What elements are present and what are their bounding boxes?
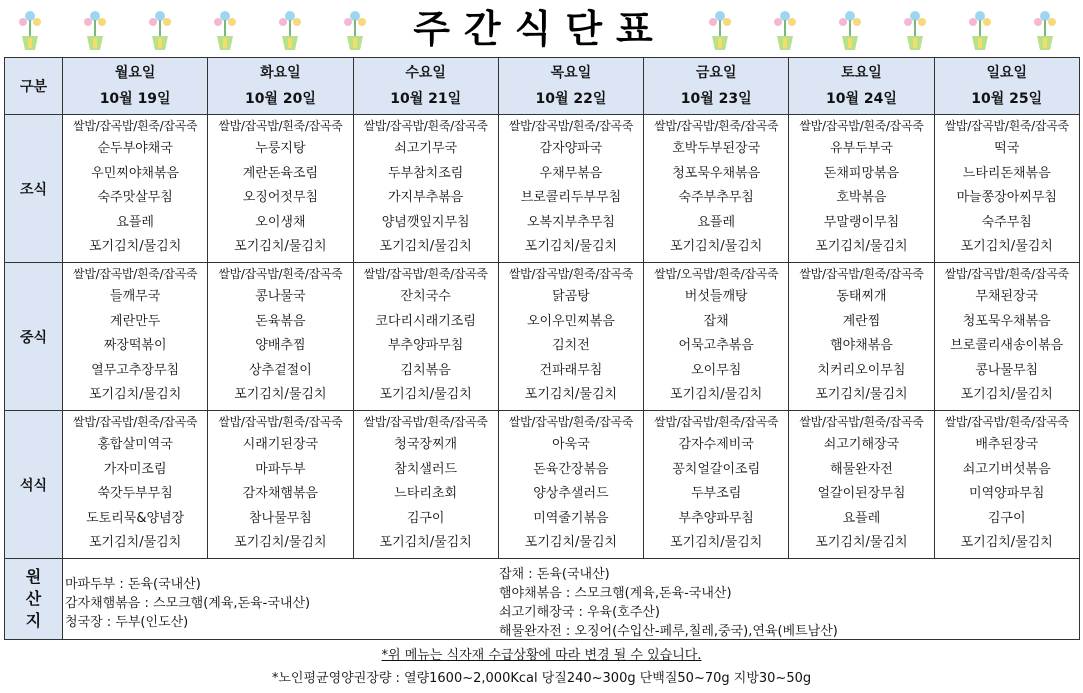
menu-item: 숙주무침	[981, 214, 1032, 230]
menu-item: 오이우민찌볶음	[526, 313, 615, 329]
menu-item: 미역줄기볶음	[533, 510, 609, 526]
menu-cell	[934, 115, 1079, 263]
menu-item: 참치샐러드	[394, 461, 458, 477]
menu-item: 쌀밥/잡곡밥/흰죽/잡곡죽	[218, 119, 343, 133]
menu-item: 쇠고기버섯볶음	[962, 461, 1051, 477]
menu-item: 가지부추볶음	[387, 190, 464, 205]
origin-item: 청국장 : 두부(인도산)	[65, 615, 189, 630]
menu-cell	[644, 411, 789, 559]
origin-char: 원	[25, 567, 42, 586]
menu-item: 계란만두	[110, 313, 161, 329]
day-date: 10월 22일	[535, 91, 607, 107]
origin-item: 해물완자전 : 오징어(수입산-페루,칠레,중국),연육(베트남산)	[499, 624, 838, 639]
menu-item: 열무고추장무침	[91, 362, 180, 378]
menu-item: 꽁치얼갈이조림	[672, 461, 761, 477]
day-name: 목요일	[550, 65, 592, 81]
menu-cell	[789, 263, 934, 411]
menu-item: 치커리오이무침	[817, 362, 906, 378]
menu-cell	[63, 115, 208, 263]
menu-item: 쌀밥/잡곡밥/흰죽/잡곡죽	[799, 267, 924, 281]
meal-label: 석식	[5, 411, 63, 559]
day-header	[63, 58, 208, 115]
menu-item: 요플레	[842, 510, 881, 526]
flower-pot-icon	[16, 6, 44, 52]
menu-cell	[934, 411, 1079, 559]
menu-item: 포기김치/물김치	[670, 239, 763, 254]
menu-item: 부추양파무침	[678, 510, 754, 526]
menu-item: 계란돈육조림	[242, 165, 319, 181]
origin-item: 쇠고기해장국 : 우육(호주산)	[499, 605, 660, 620]
menu-item: 포기김치/물김치	[234, 239, 327, 254]
menu-item: 오징어젓무침	[242, 190, 319, 205]
menu-item: 호박두부된장국	[672, 141, 761, 156]
menu-cell	[789, 411, 934, 559]
meal-label: 조식	[5, 115, 63, 263]
menu-item: 쌀밥/잡곡밥/흰죽/잡곡죽	[508, 415, 633, 429]
menu-item: 감자수제비국	[678, 437, 754, 452]
page-title: 주간식단표	[413, 7, 667, 51]
menu-cell	[789, 115, 934, 263]
menu-item: 얼갈이된장무침	[817, 486, 906, 501]
menu-item: 포기김치/물김치	[670, 387, 763, 402]
menu-item: 브로콜리두부무침	[520, 190, 622, 205]
menu-cell	[208, 263, 353, 411]
menu-item: 포기김치/물김치	[524, 535, 618, 550]
menu-item: 쌀밥/잡곡밥/흰죽/잡곡죽	[799, 119, 924, 133]
menu-item: 마파두부	[255, 461, 306, 477]
menu-item: 홍합살미역국	[97, 437, 173, 452]
menu-item: 오복지부추무침	[526, 214, 615, 230]
day-name: 월요일	[114, 65, 156, 81]
nutrition-guideline: *노인평균영양권장량 : 열량1600~2,000Kcal 당질240~300g 단백질50~70g 지방30~50g	[271, 671, 812, 686]
gubun-header: 구분	[5, 58, 63, 115]
menu-item: 김치전	[552, 338, 590, 353]
menu-item: 콩나물국	[255, 289, 306, 304]
menu-item: 포기김치/물김치	[379, 535, 472, 550]
menu-item: 감자채햄볶음	[242, 486, 319, 501]
menu-item: 가자미조림	[103, 461, 167, 477]
menu-cell	[353, 411, 498, 559]
menu-cell	[498, 411, 643, 559]
day-date: 10월 23일	[680, 91, 752, 107]
meal-row	[5, 411, 1080, 559]
menu-item: 포기김치/물김치	[815, 239, 908, 254]
menu-item: 쇠고기무국	[394, 141, 458, 156]
flower-pot-icon	[1031, 6, 1059, 52]
menu-item: 김구이	[406, 510, 445, 526]
flower-pot-icon	[276, 6, 304, 52]
menu-item: 숙주부추무침	[678, 190, 754, 205]
day-header	[934, 58, 1079, 115]
menu-item: 포기김치/물김치	[88, 239, 182, 254]
meal-label: 중식	[5, 263, 63, 411]
menu-cell	[644, 115, 789, 263]
meal-row	[5, 263, 1080, 411]
header-banner	[0, 0, 1083, 57]
menu-item: 시래기된장국	[242, 437, 319, 452]
flower-pot-icon	[771, 6, 799, 52]
menu-item: 오이생채	[255, 214, 306, 230]
menu-item: 닭곰탕	[552, 289, 590, 304]
menu-item: 포기김치/물김치	[234, 387, 327, 402]
day-header	[498, 58, 643, 115]
menu-item: 쌀밥/잡곡밥/흰죽/잡곡죽	[363, 119, 488, 133]
menu-item: 유부두부국	[830, 141, 893, 156]
menu-item: 포기김치/물김치	[379, 387, 472, 402]
menu-item: 쌀밥/잡곡밥/흰죽/잡곡죽	[944, 267, 1069, 281]
menu-item: 쌀밥/잡곡밥/흰죽/잡곡죽	[218, 415, 343, 429]
origin-header	[5, 559, 63, 640]
menu-item: 미역양파무침	[969, 486, 1045, 501]
menu-item: 호박볶음	[836, 190, 887, 205]
menu-item: 김치볶음	[400, 362, 451, 378]
day-date: 10월 24일	[826, 91, 897, 107]
menu-item: 느타리돈채볶음	[962, 165, 1051, 181]
menu-item: 포기김치/물김치	[960, 387, 1053, 402]
menu-item: 쌀밥/잡곡밥/흰죽/잡곡죽	[73, 119, 198, 133]
day-date: 10월 19일	[99, 91, 171, 107]
day-date: 10월 25일	[971, 91, 1043, 107]
menu-item: 돈육간장볶음	[533, 461, 609, 477]
menu-item: 쌀밥/잡곡밥/흰죽/잡곡죽	[944, 119, 1069, 133]
flower-pot-icon	[966, 6, 994, 52]
menu-item: 느타리초회	[394, 486, 458, 501]
day-name: 일요일	[986, 65, 1028, 81]
menu-item: 쌀밥/잡곡밥/흰죽/잡곡죽	[654, 119, 779, 133]
menu-item: 계란찜	[842, 313, 881, 329]
menu-item: 청포묵우채볶음	[672, 165, 761, 181]
menu-item: 두부조림	[691, 486, 742, 501]
menu-item: 쌀밥/잡곡밥/흰죽/잡곡죽	[508, 267, 633, 281]
menu-item: 쌀밥/잡곡밥/흰죽/잡곡죽	[799, 415, 924, 429]
origin-item: 햄야채볶음 : 스모크햄(계육,돈육-국내산)	[499, 586, 732, 601]
menu-item: 짜장떡볶이	[103, 338, 167, 353]
origin-item: 마파두부 : 돈육(국내산)	[65, 577, 201, 592]
menu-item: 쌀밥/잡곡밥/흰죽/잡곡죽	[218, 267, 343, 281]
menu-item: 참나물무침	[249, 510, 312, 526]
menu-item: 포기김치/물김치	[960, 239, 1053, 254]
origin-item: 감자채햄볶음 : 스모크햄(계육,돈육-국내산)	[65, 596, 311, 611]
menu-item: 쌀밥/잡곡밥/흰죽/잡곡죽	[363, 415, 488, 429]
day-name: 수요일	[405, 65, 446, 81]
menu-item: 도토리묵&양념장	[86, 510, 185, 526]
origin-char: 산	[25, 589, 42, 608]
menu-item: 쌀밥/잡곡밥/흰죽/잡곡죽	[508, 119, 633, 133]
menu-item: 포기김치/물김치	[670, 535, 763, 550]
menu-change-notice: *위 메뉴는 식자재 수급상황에 따라 변경 될 수 있습니다.	[381, 648, 702, 663]
flower-pot-icon	[146, 6, 174, 52]
menu-item: 양상추샐러드	[533, 486, 609, 501]
day-header	[644, 58, 789, 115]
menu-item: 건파래무침	[539, 362, 603, 378]
menu-cell	[208, 411, 353, 559]
menu-cell	[644, 263, 789, 411]
menu-item: 김구이	[987, 510, 1026, 526]
menu-item: 숙주맛살무침	[97, 190, 173, 205]
menu-item: 포기김치/물김치	[379, 239, 472, 254]
menu-item: 부추양파무침	[387, 338, 464, 353]
menu-item: 아욱국	[552, 437, 590, 452]
menu-item: 브로콜리새송이볶음	[950, 338, 1064, 353]
menu-item: 코다리시래기조림	[375, 313, 476, 329]
menu-cell	[934, 263, 1079, 411]
origin-info	[63, 559, 1080, 640]
day-header-row	[5, 58, 1080, 115]
menu-item: 포기김치/물김치	[88, 387, 182, 402]
meal-row	[5, 115, 1080, 263]
menu-item: 돈육볶음	[255, 313, 306, 329]
menu-cell	[498, 115, 643, 263]
meal-body	[5, 115, 1080, 559]
menu-item: 쌀밥/잡곡밥/흰죽/잡곡죽	[363, 267, 488, 281]
menu-item: 포기김치/물김치	[815, 535, 908, 550]
menu-item: 양념깻잎지무침	[381, 214, 470, 230]
flower-pot-icon	[901, 6, 929, 52]
menu-item: 떡국	[994, 141, 1020, 156]
menu-item: 누룽지탕	[255, 141, 306, 156]
menu-item: 무채된장국	[975, 289, 1039, 304]
day-header	[353, 58, 498, 115]
day-name: 토요일	[841, 65, 882, 81]
menu-item: 포기김치/물김치	[88, 535, 182, 550]
menu-item: 돈채피망볶음	[823, 165, 900, 181]
menu-item: 포기김치/물김치	[234, 535, 327, 550]
menu-item: 포기김치/물김치	[960, 535, 1053, 550]
menu-cell	[498, 263, 643, 411]
flower-pot-icon	[211, 6, 239, 52]
menu-item: 콩나물무침	[975, 362, 1039, 378]
menu-item: 요플레	[697, 214, 736, 230]
menu-item: 감자양파국	[539, 141, 603, 156]
flower-pot-icon	[81, 6, 109, 52]
menu-item: 해물완자전	[830, 461, 893, 477]
menu-item: 잔치국수	[400, 289, 451, 304]
menu-item: 우채무볶음	[539, 165, 603, 181]
menu-item: 잡채	[703, 313, 729, 329]
origin-left-list	[65, 575, 310, 632]
menu-item: 상추겉절이	[249, 362, 312, 378]
day-name: 화요일	[260, 65, 301, 81]
menu-item: 배추된장국	[975, 437, 1039, 452]
menu-item: 오이무침	[691, 362, 742, 378]
menu-cell	[63, 411, 208, 559]
menu-item: 버섯들깨탕	[684, 289, 748, 304]
menu-item: 무말랭이무침	[823, 214, 900, 230]
day-header	[789, 58, 934, 115]
menu-cell	[353, 115, 498, 263]
menu-item: 포기김치/물김치	[524, 387, 618, 402]
menu-item: 우민찌야채볶음	[91, 165, 180, 181]
origin-right-list	[499, 565, 838, 641]
menu-item: 어묵고추볶음	[678, 338, 754, 353]
menu-item: 쌀밥/잡곡밥/흰죽/잡곡죽	[73, 415, 198, 429]
menu-item: 두부참치조림	[387, 165, 464, 181]
origin-row	[5, 559, 1080, 640]
menu-item: 쌀밥/잡곡밥/흰죽/잡곡죽	[73, 267, 198, 281]
menu-cell	[63, 263, 208, 411]
menu-item: 쌀밥/잡곡밥/흰죽/잡곡죽	[944, 415, 1069, 429]
menu-item: 청포묵우채볶음	[962, 313, 1051, 329]
flower-pot-icon	[836, 6, 864, 52]
day-name: 금요일	[695, 65, 737, 81]
menu-item: 청국장찌개	[394, 437, 458, 452]
menu-item: 마늘쫑장아찌무침	[956, 190, 1057, 205]
menu-cell	[353, 263, 498, 411]
day-date: 10월 21일	[390, 91, 462, 107]
menu-item: 동태찌개	[836, 289, 887, 304]
day-date: 10월 20일	[244, 91, 316, 107]
origin-char: 지	[25, 611, 42, 630]
menu-item: 순두부야채국	[97, 141, 173, 156]
menu-cell	[208, 115, 353, 263]
weekly-menu-table	[4, 57, 1080, 640]
menu-item: 쌀밥/오곡밥/흰죽/잡곡죽	[654, 267, 779, 281]
menu-item: 쑥갓두부무침	[97, 486, 173, 501]
origin-item: 잡채 : 돈육(국내산)	[499, 567, 610, 582]
menu-item: 포기김치/물김치	[815, 387, 908, 402]
menu-item: 요플레	[116, 214, 154, 230]
menu-item: 들깨무국	[110, 289, 161, 304]
day-header	[208, 58, 353, 115]
menu-item: 포기김치/물김치	[524, 239, 618, 254]
menu-item: 양배추찜	[255, 338, 306, 353]
menu-item: 쌀밥/잡곡밥/흰죽/잡곡죽	[654, 415, 779, 429]
menu-item: 쇠고기해장국	[823, 437, 900, 452]
menu-item: 햄야채볶음	[830, 338, 893, 353]
